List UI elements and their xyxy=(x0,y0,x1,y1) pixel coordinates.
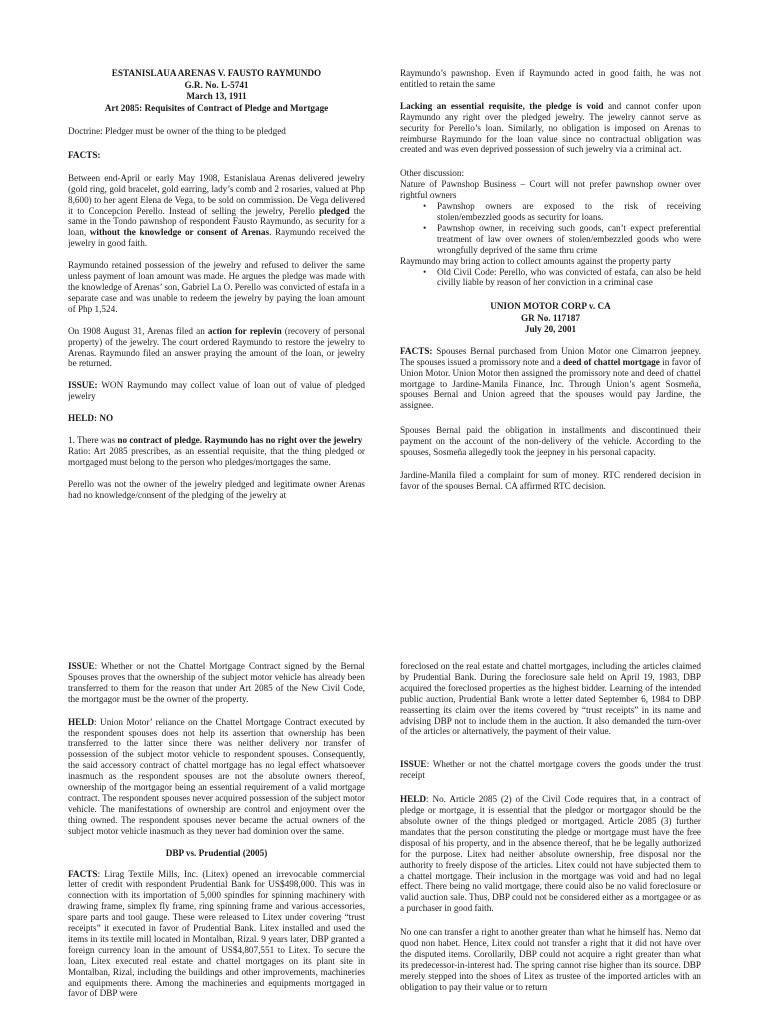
dbp-held-paragraph xyxy=(400,794,701,914)
foreclosed-paragraph: foreclosed on the real estate and chattel mortgages, including the articles claimed by Prudential Bank. During the foreclosure sale held on April 19, 1983, DBP acquired the foreclosed properties as the highest bidder. Learning of the intended public auction, Prudential Bank wrote a letter dated September 6, 1984 to DBP reasserting its claim over the items covered by “trust receipts” in its name and advising DBP not to include them in the auction. It also demanded the turn-over of the articles or alternatively, the payment of their value. xyxy=(400,661,701,737)
held-point-1 xyxy=(68,435,365,446)
case-title: UNION MOTOR CORP v. CA xyxy=(490,301,611,312)
text-run-bold: pledged xyxy=(318,205,350,216)
case-date: March 13, 1911 xyxy=(186,91,247,101)
case-topic: Art 2085: Requisites of Contract of Pledge and Mortgage xyxy=(104,102,329,113)
case-gr-number: G.R. No. L-5741 xyxy=(184,79,249,90)
text-run: On 1908 August 31, Arenas filed an xyxy=(68,325,208,336)
case-header-union-motor xyxy=(400,301,701,336)
text-run: : Union Motor’ reliance on the Chattel Mortgage Contract executed by the respondent spouses does not help its assertion that ownership has been transferred to the latter since there was neither delivery nor transfer of possession of the subject motor vehicle to respondent spouses. Consequently, the said accessory contract of chattel mortgage has no legal effect whatsoever inasmuch as the respondent spouses are not the absolute owners thereof, ownership of the mortgagor being an essential requirement of a valid mortgage contract. The respondent spouses never acquired possession of the subject motor vehicle. The manifestations of ownership are control and enjoyment over the thing owned. The respondent spouses never became the actual owners of the subject motor vehicle inasmuch as they never had dominion over the same. xyxy=(68,716,365,836)
action-line: Raymundo may bring action to collect amounts against the property party xyxy=(400,255,671,266)
case-title: ESTANISLAUA ARENAS V. FAUSTO RAYMUNDO xyxy=(111,68,322,78)
ratio-paragraph: Ratio: Art 2085 prescribes, as an essential requisite, that the thing pledged or mortgaged must belong to the person who pledges/mortgages the same. xyxy=(68,445,365,467)
page-1-right-column xyxy=(400,68,701,628)
facts-paragraph-1 xyxy=(68,173,365,249)
dbp-issue-paragraph xyxy=(400,759,701,781)
list-item: • Pawnshop owner, in receiving such goods, can’t expect preferential treatment of law over owners of stolen/embezzled goods who were wrongfully deprived of the same thru crime xyxy=(437,223,701,256)
list-item: • Pawnshop owners are exposed to the risk of receiving stolen/embezzled goods as security for loans. xyxy=(437,201,701,223)
text-run: : Whether or not the chattel mortgage covers the goods under the trust receipt xyxy=(400,759,701,781)
page-2-left-column xyxy=(68,661,365,1024)
text-run: the same in the Tondo pawnshop of respondent Fausto Raymundo, as security for a loan, xyxy=(68,205,365,238)
case-date: July 20, 2001 xyxy=(524,324,577,335)
page-2-right-column xyxy=(400,661,701,1024)
doctrine-line: Doctrine: Pledger must be owner of the thing to be pledged xyxy=(68,126,286,136)
dbp-facts-paragraph xyxy=(68,869,365,1000)
text-run: : No. Article 2085 (2) of the Civil Code requires that, in a contract of pledge or mortgage, it is essential that the pledgor or mortgagor should be the absolute owner of the things pledged or mortgaged. Article 2085 (3) further mandates that the person constituting the pledge or mortgage must have the free disposal of his property, and in the absence thereof, that he be legally authorized for the purpose. Litex had neither absolute ownership, free disposal nor the authority to freely dispose of the articles. Litex could not have subjected them to a chattel mortgage. Their inclusion in the mortgage was void and had no legal effect. There being no valid mortgage, there could also be no valid foreclosure or valid auction sale. Thus, DBP could not be considered either as a mortgagee or as a purchaser in good faith. xyxy=(400,794,701,914)
union-facts-paragraph-3: Jardine-Manila filed a complaint for sum of money. RTC rendered decision in favor of the spouses Bernal. CA affirmed RTC decision. xyxy=(400,469,701,491)
held-label: HELD xyxy=(400,794,427,805)
nemo-dat-paragraph: No one can transfer a right to another greater than what he himself has. Nemo dat quod non habet. Hence, Litex could not transfer a right that it did not have over the disputed items. Corollarily, DBP could not acquire a right greater than what its predecessor-in-interest had. The spring cannot rise higher than its source. DBP merely stepped into the shoes of Litex as trustee of the imported articles with an obligation to pay their value or to return xyxy=(400,927,701,992)
issue-label: ISSUE: xyxy=(68,380,98,391)
page-1-left-column xyxy=(68,68,365,628)
text-run: 1. There was xyxy=(68,435,118,446)
case-gr-number: GR No. 117187 xyxy=(521,312,580,323)
union-facts-paragraph-1 xyxy=(400,346,701,411)
facts-label: FACTS xyxy=(68,868,98,879)
issue-paragraph xyxy=(68,380,365,402)
case-header-arenas xyxy=(68,68,365,114)
text-run: in favor of Union Motor. Union Motor then assigned the promissory note and deed of chattel mortgage to Jardine-Manila Finance, Inc. Through Union’s agent Sosmeña, spouses Bernal and Union agreed that the spouses would pay Jardine, the assignee. xyxy=(400,356,701,411)
list-item: • Old Civil Code: Perello, who was convicted of estafa, can also be held civilly liable by reason of her conviction in a criminal case xyxy=(437,267,701,289)
issue-label: ISSUE xyxy=(400,759,427,770)
union-facts-paragraph-2: Spouses Bernal paid the obligation in installments and discontinued their payment on the account of the non-delivery of the vehicle. According to the spouses, Sosmeña allegedly took the jeepney in his personal capacity. xyxy=(400,425,701,458)
lacking-paragraph xyxy=(400,101,701,156)
held-label: HELD xyxy=(68,716,95,727)
other-discussion-label: Other discussion: xyxy=(400,168,465,179)
union-held-paragraph xyxy=(68,717,365,837)
text-run: Spouses Bernal purchased from Union Motor one Cimarron jeepney. The spouses issued a promissory note and a xyxy=(400,345,701,367)
text-run-bold: deed of chattel mortgage xyxy=(563,356,660,367)
text-run: . Raymundo received the jewelry in good faith. xyxy=(68,227,365,249)
text-run: (recovery of personal property) of the jewelry. The court ordered Raymundo to restore the jewelry to Arenas. Raymundo filed an answer praying the amount of the loan, or jewelry be returned. xyxy=(68,325,365,369)
text-run: and cannot confer upon Raymundo any right over the pledged jewelry. The jewelry cannot serve as security for Perello’s loan. Similarly, no obligation is imposed on Arenas to reimburse Raymundo for the loan value since no contractual obligation was created and was even deprived possession of such jewelry via a criminal act. xyxy=(400,100,701,155)
facts-label: FACTS: xyxy=(68,149,101,160)
text-run: WON Raymundo may collect value of loan out of value of pledged jewelry xyxy=(68,380,365,402)
document-page-2 xyxy=(0,640,768,1024)
issue-label: ISSUE xyxy=(68,661,95,671)
text-run: : Whether or not the Chattel Mortgage Contract signed by the Bernal Spouses proves that the ownership of the subject motor vehicle has already been transferred to them for the reason that under Art 2085 of the New Civil Code, the mortgagor must be the owner of the property. xyxy=(68,661,365,704)
facts-label: FACTS: xyxy=(400,345,433,356)
text-run: Between end-April or early May 1908, Estanislaua Arenas delivered jewelry (gold ring, gold bracelet, gold earring, lady’s comb and 2 rosaries, valued at Php 8,600) to her agent Elena de Vega, to be sold on commission. De Vega delivered it to Concepcion Perello. Instead of selling the jewelry, Perello xyxy=(68,172,365,216)
continued-paragraph: Raymundo’s pawnshop. Even if Raymundo acted in good faith, he was not entitled to retain the same xyxy=(400,68,701,89)
nature-line: Nature of Pawnshop Business – Court will not prefer pawnshop owner over rightful owners xyxy=(400,179,701,201)
perello-paragraph: Perello was not the owner of the jewelry pledged and legitimate owner Arenas had no knowledge/consent of the pledging of the jewelry at xyxy=(68,478,365,500)
union-issue-paragraph xyxy=(68,661,365,705)
text-run-bold: Lacking an essential requisite, the pledge is void xyxy=(400,100,604,111)
facts-paragraph-2: Raymundo retained possession of the jewelry and refused to deliver the same unless payment of loan amount was made. He argues the pledge was made with the knowledge of Arenas’ son, Gabriel La O. Perello was convicted of estafa in a separate case and was unable to redeem the jewelry by paying the loan amount of Php 1,524. xyxy=(68,260,365,314)
text-run-bold: without the knowledge or consent of Arenas xyxy=(89,227,270,238)
bullet-list-2 xyxy=(400,267,701,289)
text-run: : Lirag Textile Mills, Inc. (Litex) opened an irrevocable commercial letter of credit with respondent Prudential Bank for US$498,000. This was in connection with its importation of 5,000 spindles for spinning machinery with drawing frame, simplex fly frame, ring spinning frame and various accessories, spare parts and tool gauge. These were released to Litex under covering “trust receipts” it executed in favor of Prudential Bank. Litex installed and used the items in its textile mill located in Montalban, Rizal. 9 years later, DBP granted a foreign currency loan in the amount of US$4,807,551 to Litex. To secure the loan, Litex executed real estate and chattel mortgages on its plant site in Montalban, Rizal, including the buildings and other improvements, machineries and equipments there. Among the machineries and equipments mortgaged in favor of DBP were xyxy=(68,868,365,999)
held-label: HELD: NO xyxy=(68,413,114,424)
case-title-dbp: DBP vs. Prudential (2005) xyxy=(165,847,268,858)
facts-paragraph-3 xyxy=(68,326,365,370)
bullet-list-1 xyxy=(400,201,701,256)
text-run-bold: no contract of pledge. Raymundo has no right over the jewelry xyxy=(117,435,363,446)
text-run-bold: action for replevin xyxy=(207,325,282,336)
